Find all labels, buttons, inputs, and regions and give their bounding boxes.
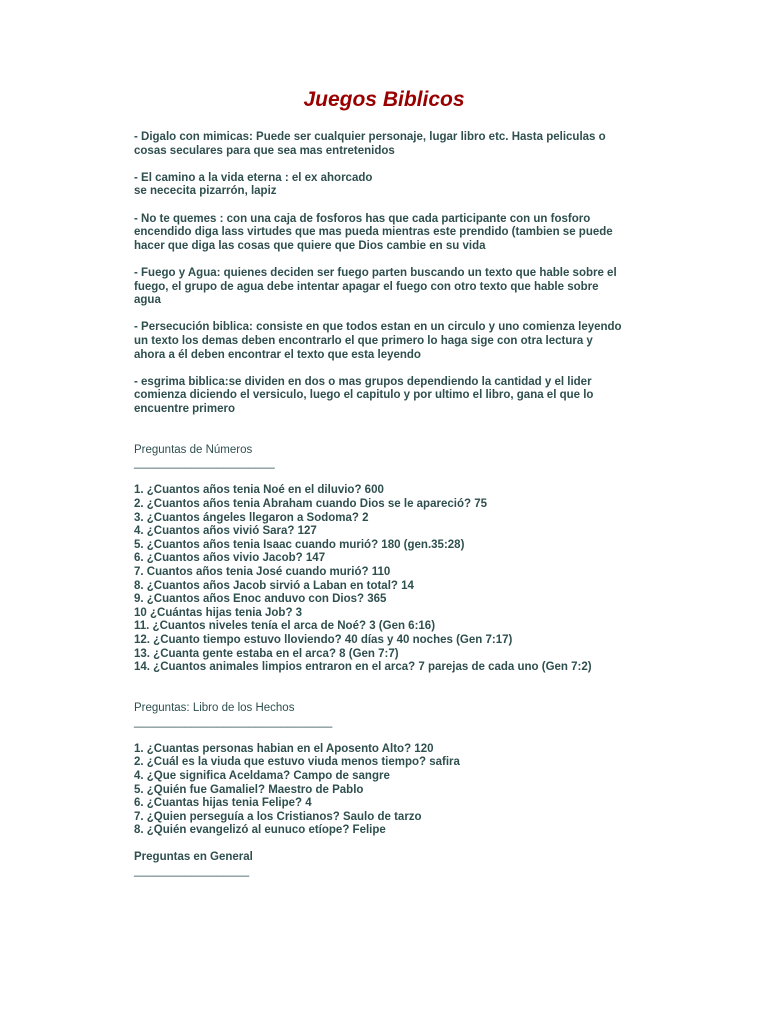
numeros-heading: Preguntas de Números xyxy=(134,443,253,456)
game-line: - Digalo con mimicas: Puede ser cualquier personaje, lugar libro etc. Hasta peliculas o xyxy=(134,131,606,143)
question-item: 6. ¿Cuantos años vivio Jacob? 147 xyxy=(134,552,326,565)
question-item: 4. ¿Cuantos años vivió Sara? 127 xyxy=(134,525,317,538)
question-item: 6. ¿Cuantas hijas tenia Felipe? 4 xyxy=(134,797,312,810)
game-line: - No te quemes : con una caja de fosforos has que cada participante con un fosforo xyxy=(134,212,591,225)
game-line: encuentre primero xyxy=(134,402,235,415)
game-line: un texto los demas deben encontrarlo el que primero lo haga sige con otra lectura y xyxy=(134,334,593,347)
game-line: - Fuego y Agua: quienes deciden ser fuego parten buscando un texto que hable sobre el xyxy=(134,266,617,279)
question-item: 2. ¿Cuantos años tenia Abraham cuando Dios se le apareció? 75 xyxy=(134,498,487,511)
hechos-heading: Preguntas: Libro de los Hechos xyxy=(134,701,295,714)
game-line: ahora a él deben encontrar el texto que esta leyendo xyxy=(134,348,421,361)
game-line: - Persecución biblica: consiste en que todos estan en un circulo y uno comienza leyendo xyxy=(134,321,622,334)
document-body xyxy=(134,131,644,879)
numeros-list xyxy=(134,484,644,674)
question-item: 8. ¿Quién evangelizó al eunuco etíope? Felipe xyxy=(134,824,386,837)
question-item: 9. ¿Cuantos años Enoc anduvo con Dios? 365 xyxy=(134,593,387,606)
general-heading: Preguntas en General xyxy=(134,851,253,864)
question-item: 4. ¿Que significa Aceldama? Campo de sangre xyxy=(134,769,390,782)
game-paragraph xyxy=(134,267,644,308)
hechos-list xyxy=(134,743,644,838)
question-item: 13. ¿Cuanta gente estaba en el arca? 8 (Gen 7:7) xyxy=(134,647,399,660)
game-paragraph xyxy=(134,213,644,254)
game-line: - El camino a la vida eterna : el ex ahorcado xyxy=(134,171,373,184)
question-item: 3. ¿Cuantos ángeles llegaron a Sodoma? 2 xyxy=(134,511,369,524)
question-item: 5. ¿Cuantos años tenia Isaac cuando murió? 180 (gen.35:28) xyxy=(134,538,465,551)
game-line: comienza diciendo el versiculo, luego el capitulo y por ultimo el libro, gana el que lo xyxy=(134,389,594,402)
question-item: 12. ¿Cuanto tiempo estuvo lloviendo? 40 días y 40 noches (Gen 7:17) xyxy=(134,633,513,646)
question-item: 14. ¿Cuantos animales limpios entraron en el arca? 7 parejas de cada uno (Gen 7:2) xyxy=(134,661,592,674)
game-paragraph xyxy=(134,172,644,199)
question-item: 11. ¿Cuantos niveles tenía el arca de Noé? 3 (Gen 6:16) xyxy=(134,620,436,633)
game-line: cosas seculares para que sea mas entretenidos xyxy=(134,144,395,157)
question-item: 1. ¿Cuantas personas habian en el Aposento Alto? 120 xyxy=(134,742,434,755)
game-paragraph xyxy=(134,376,644,417)
game-line: hacer que diga las cosas que quiere que Dios cambie en su vida xyxy=(134,239,486,252)
game-line: fuego, el grupo de agua debe intentar apagar el fuego con otro texto que hable sobre xyxy=(134,280,599,293)
game-line: se nececita pizarrón, lapiz xyxy=(134,185,277,198)
general-rule: __________________ xyxy=(134,865,250,878)
page-title: Juegos Biblicos xyxy=(303,88,465,111)
numeros-rule: ______________________ xyxy=(134,457,275,470)
hechos-rule: _______________________________ xyxy=(134,715,333,728)
game-paragraph xyxy=(134,321,644,362)
game-line: - esgrima biblica:se dividen en dos o mas grupos dependiendo la cantidad y el lider xyxy=(134,375,592,388)
game-line: agua xyxy=(134,294,161,307)
question-item: 1. ¿Cuantos años tenia Noé en el diluvio? 600 xyxy=(134,484,384,497)
question-item: 5. ¿Quién fue Gamaliel? Maestro de Pablo xyxy=(134,783,364,796)
question-item: 8. ¿Cuantos años Jacob sirvió a Laban en total? 14 xyxy=(134,579,414,592)
question-item: 7. ¿Quien perseguía a los Cristianos? Saulo de tarzo xyxy=(134,810,422,823)
game-line: encendido diga lass virtudes que mas pueda mientras este prendido (tambien se puede xyxy=(134,226,613,239)
question-item: 10 ¿Cuántas hijas tenia Job? 3 xyxy=(134,606,303,619)
game-paragraph xyxy=(134,131,644,158)
question-item: 2. ¿Cuál es la viuda que estuvo viuda menos tiempo? safira xyxy=(134,756,460,769)
games-section xyxy=(134,131,644,416)
question-item: 7. Cuantos años tenia José cuando murió? 110 xyxy=(134,566,391,578)
